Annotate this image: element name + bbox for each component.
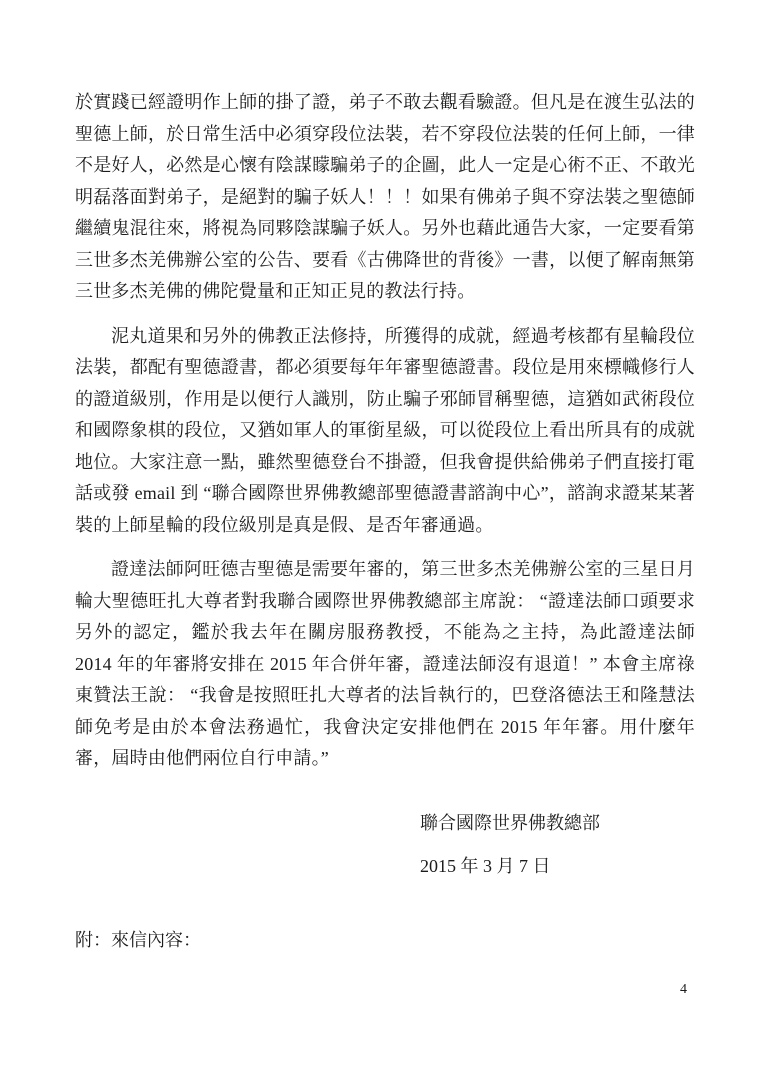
paragraph-1: 於實踐已經證明作上師的掛了證，弟子不敢去觀看驗證。但凡是在渡生弘法的聖德上師，於日常生活中必須穿段位法裝，若不穿段位法裝的任何上師，一律不是好人，必然是心懷有陰謀矇騙弟子的企圖，此人一定是心術不正、不敢光明磊落面對弟子，是絕對的騙子妖人！！！如果有佛弟子與不穿法裝之聖德師繼續鬼混往來，將視為同夥陰謀騙子妖人。另外也藉此通告大家，一定要看第三世多杰羌佛辦公室的公告、要看《古佛降世的背後》一書，以便了解南無第三世多杰羌佛的佛陀覺量和正知正見的教法行持。 [75, 92, 695, 301]
page-number: 4 [680, 982, 687, 997]
paragraph-3: 證達法師阿旺德吉聖德是需要年審的，第三世多杰羌佛辦公室的三星日月輪大聖德旺扎大尊者對我聯合國際世界佛教總部主席說： “證達法師口頭要求另外的認定，鑑於我去年在關房服務教授，不能為之主持，為此證達法師 2014 年的年審將安排在 2015 年合併年審，證達法師沒有退道！” 本會主席祿東贊法王說： “我會是按照旺扎大尊者的法旨執行的，巴登洛德法王和隆慧法師免考是由於本會法務過忙，我會決定安排他們在 2015 年年審。用什麼年審，屆時由他們兩位自行申請。” [75, 559, 695, 768]
document-body [75, 87, 695, 956]
signature-block [420, 808, 695, 883]
signature-date: 2015 年 3 月 7 日 [420, 856, 551, 876]
paragraph-2: 泥丸道果和另外的佛教正法修持，所獲得的成就，經過考核都有星輪段位法裝，都配有聖德證書，都必須要每年年審聖德證書。段位是用來標幟修行人的證道級別，作用是以便行人識別，防止騙子邪師冒稱聖德，這猶如武術段位和國際象棋的段位，又猶如軍人的軍銜星級，可以從段位上看出所具有的成就地位。大家注意一點，雖然聖德登台不掛證，但我會提供給佛弟子們直接打電話或發 email 到 “聯合國際世界佛教總部聖德證書諮詢中心”，諮詢求證某某著裝的上師星輪的段位級別是真是假、是否年審通過。 [75, 325, 695, 535]
signature-organization: 聯合國際世界佛教總部 [420, 812, 600, 833]
attachment-label: 附：來信內容： [75, 929, 201, 950]
